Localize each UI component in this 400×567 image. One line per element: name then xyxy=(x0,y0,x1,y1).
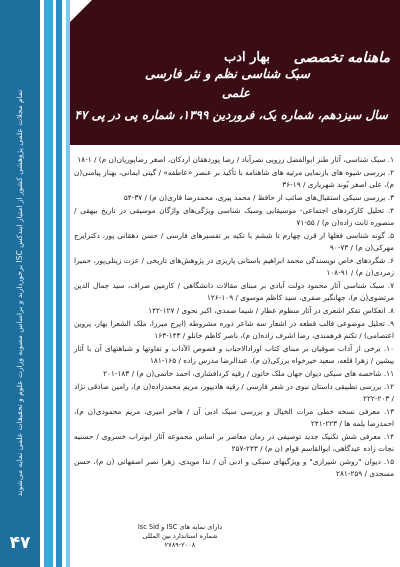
article-entry[interactable]: ۱۴. معرفی شش تکنیک جدید توصیفی در رمان معاصر بر اساس مجموعه آثار ابوتراب خسروی / حسنیه نجات زاده عیدگاهی، ابوالقاسم قوام (ن م) / ۲۴۳-۲۵۷ xyxy=(74,432,394,454)
issn-number: ۲۷۸۹-۲۰۰۸ xyxy=(164,541,196,549)
journal-indexing-footer xyxy=(115,523,245,550)
issn-label: شماره استاندارد بین المللی xyxy=(142,532,218,540)
indexing-line: دارای نمایه های ISC و Isc Sid xyxy=(137,523,223,531)
article-entry[interactable]: ۱۰. برخی از آداب صوفیان بر مبنای کتاب اورادالاحباب و فصوص الآداب و تفاوتها و شباهتهای آن با آثار پیشین / زهرا قلعه، سعید خیرخواه برزکی(ن م)، عبدالرضا مدرس زاده / ۱۶۵-۱۸۱ xyxy=(74,343,394,366)
article-entry[interactable]: ۵. گونه شناسی فعلها از قرن چهارم تا ششم با تکیه بر تفسیرهای فارسی / حسن دهقانی پور، دکترایرج مهرکی(ن م) / ۷۳-۹۰ xyxy=(74,230,394,253)
article-entry[interactable]: ۸. انعکاس تفکر اشعری در آثار منظوم عطار / شیما صمدی، اکبر نحوی / ۱۲۷-۱۴۲ xyxy=(148,306,394,316)
article-entry[interactable]: ۹. تحلیل موضوعی قالب قطعه در اشعار سه شاعر دوره مشروطه (ایرج میرزا، ملک الشعرا بهار، پروین اعتصامی) / تکتم فرهمندی، رضا اشرف زاده(ن م)، ناصر کاظم خانلو / ۱۴۳-۱۶۳ xyxy=(74,318,394,341)
article-entry[interactable]: ۱۳. معرفی نسخه خطی مرات الخیال و بررسی سبک ادبی آن / هاجر امیری، مریم محمودی(ن م)، احمدرضا یلمه ها / ۲۲۳-۲۴۱ xyxy=(74,406,394,429)
page-number: ۴۷ xyxy=(9,533,31,553)
table-of-contents xyxy=(74,154,394,481)
header-corner-cut xyxy=(70,0,92,22)
journal-name: بهار ادب xyxy=(223,50,270,65)
article-entry[interactable]: ۴. تحلیل کارکردهای اجتماعی- موسیقایی وسبک شناسی ویژگی‌های واژگان موسیقی در تاریخ بیهقی / منصوره ثابت زاده(ن م) / ۵۵-۷۱ xyxy=(74,205,394,227)
journal-classification: علمی xyxy=(221,86,250,100)
journal-header xyxy=(70,0,400,145)
issue-info: سال سیزدهم، شماره یک، فروردین ۱۳۹۹، شماره پی در پی ۴۷ xyxy=(74,108,388,122)
article-entry[interactable]: ۶. شگردهای خاص نویسندگی محمد ابراهیم باستانی پاریزی در پژوهش‌های تاریخی / عزت زینلی‌پور، حمیرا زمردی(ن م) / ۹۱-۱۰۸ xyxy=(74,255,394,278)
article-entry[interactable]: ۱. سبک شناسی، آثار طنز ابوالفضل زرویی نصرآباد / رضا پوردهقان اردکان، اصغر رضاپوریان(ن م) / ۱-۱۸ xyxy=(77,155,394,164)
side-stripe-mid xyxy=(44,0,53,567)
article-entry[interactable]: ۲. بررسی شیوه های بازنمایی مرثیه های شاهنامه با تأکید بر عنصر «عاطفه» / گیتی ایمانی، بهناز پیامنی(ن م)، علی اصغر بُوند شهریاری / ۱۹-۳۶ xyxy=(74,167,394,190)
journal-type: ماهنامه تخصصی xyxy=(293,50,390,66)
article-entry[interactable]: ۳. بررسی سبکی استقبال‌های صائب از حافظ / محمد پیری، محمدرضا قاری(ن م) / ۳۷-۵۴ xyxy=(123,192,394,202)
article-entry[interactable]: ۱۵. دیوان "روشن شیرازی" و ویژگیهای سبکی و ادبی آن / ندا مویدی، زهرا نصر اصفهانی (ن م)، حسن مسجدی / ۲۵۹-۲۸۱ xyxy=(74,457,394,479)
article-entry[interactable]: ۱۲. بررسی تطبیقی داستان نبوی در شعر فارسی / رقیه هادیپور، مریم محمدزاده(ن م)، رامین صادقی نژاد / ۲۰۳-۲۲۲ xyxy=(74,381,394,404)
journal-subtitle: سبک شناسی نظم و نثر فارسی xyxy=(144,66,310,81)
article-entry[interactable]: ۷. سبک شناسی آثار محمود دولت آبادی بر مبنای مقالات دانشگاهی / کارمین صراف، سید جمال الدین مرتضوی(ن م)، جهانگیر صفری، سید کاظم موسوی / ۱۰۹-۱۲۶ xyxy=(74,280,394,303)
sidebar-vertical-text: تمام مجلات علمی پژوهشی کشور از امتیاز ایندکس ISC برخوردارند و براساس مصوبه وزارت علوم و تحقیقات علمی نمایه می‌شوند xyxy=(15,89,24,497)
article-entry[interactable]: ۱۱. شاخصه های سبکی دیوان جهان ملک خاتون / رقیه کردافشاری، احمد خاتمی(ن م) / ۱۸۳-۲۰۱ xyxy=(103,369,394,379)
